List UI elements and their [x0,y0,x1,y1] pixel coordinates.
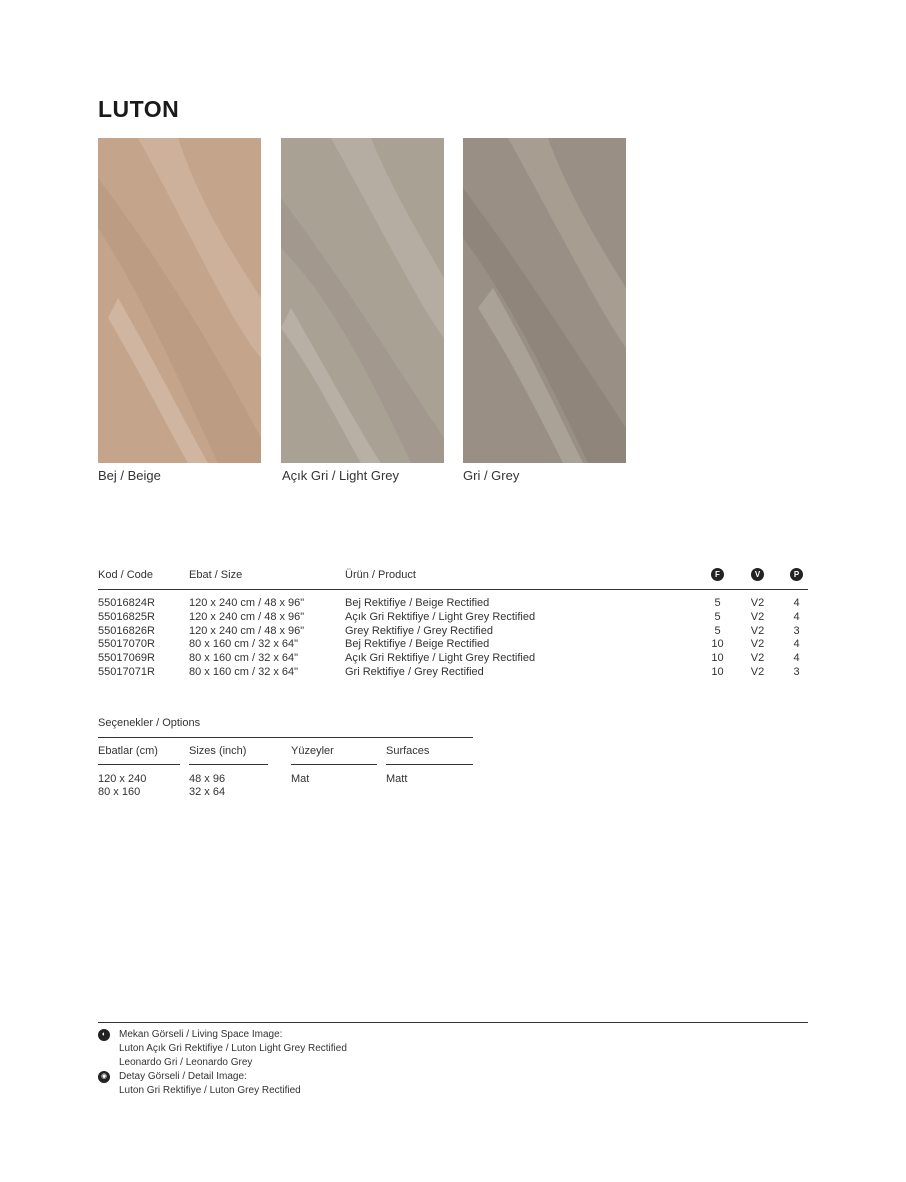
swatch-light-grey [281,138,444,463]
table-cell-size: 80 x 160 cm / 32 x 64" [189,666,299,678]
f-icon: F [711,568,724,581]
detail-image-line-1: Luton Gri Rektifiye / Luton Grey Rectified [119,1085,301,1096]
table-cell-f: 5 [714,610,721,623]
table-cell-code: 55016825R [98,610,155,623]
options-cell: 48 x 96 [189,773,226,785]
table-cell-size: 120 x 240 cm / 48 x 96" [189,624,305,637]
header-size: Ebat / Size [189,569,243,581]
table-cell-f: 10 [711,638,724,651]
light-grey-tile-image [281,138,444,463]
table-cell-code: 55017069R [98,652,155,665]
options-cell: Mat [291,773,310,785]
swatch-label-light-grey: Açık Gri / Light Grey [282,468,400,483]
options-header-inch: Sizes (inch) [189,745,247,757]
options-cell: 32 x 64 [189,786,226,798]
options-top-divider [98,737,473,738]
table-cell-v: V2 [750,624,765,637]
options-header-yuzeyler: Yüzeyler [291,745,334,757]
detail-image-label: Detay Görseli / Detail Image: [119,1071,247,1082]
table-cell-p: 3 [793,624,800,637]
table-cell-f: 10 [711,666,724,678]
options-divider-1 [98,764,180,765]
table-cell-f: 5 [714,597,721,609]
swatch-beige [98,138,261,463]
table-cell-code: 55016826R [98,624,155,637]
header-code: Kod / Code [98,569,154,581]
living-space-label: Mekan Görseli / Living Space Image: [119,1029,283,1040]
table-cell-p: 4 [793,652,800,665]
footer-divider [98,1022,808,1023]
living-space-line-1: Luton Açık Gri Rektifiye / Luton Light Grey Rectified [119,1043,347,1054]
table-cell-product: Açık Gri Rektifiye / Light Grey Rectified [345,652,536,665]
living-space-icon: ◐ [98,1029,110,1041]
table-cell-v: V2 [750,666,765,678]
table-cell-product: Açık Gri Rektifiye / Light Grey Rectified [345,610,536,623]
options-header-cm: Ebatlar (cm) [98,745,158,757]
table-cell-v: V2 [750,597,765,609]
options-cell: Matt [386,773,408,785]
beige-tile-image [98,138,261,463]
table-cell-f: 5 [714,624,721,637]
options-divider-2 [189,764,268,765]
detail-image-icon: ◉ [98,1071,110,1083]
living-space-line-2: Leonardo Gri / Leonardo Grey [119,1057,253,1068]
swatch-label-beige: Bej / Beige [98,468,161,483]
table-cell-v: V2 [750,638,765,651]
grey-tile-image [463,138,626,463]
table-cell-code: 55017070R [98,638,155,651]
table-cell-product: Gri Rektifiye / Grey Rectified [345,666,484,678]
options-divider-4 [386,764,473,765]
table-cell-v: V2 [750,652,765,665]
table-cell-product: Bej Rektifiye / Beige Rectified [345,638,490,651]
table-cell-v: V2 [750,610,765,623]
table-cell-code: 55016824R [98,597,155,609]
header-product: Ürün / Product [345,569,416,581]
swatch-grey [463,138,626,463]
table-cell-f: 10 [711,652,724,665]
table-cell-p: 4 [793,638,800,651]
options-cell: 120 x 240 [98,773,147,785]
table-cell-p: 3 [793,666,800,678]
page-title: LUTON [98,96,180,122]
table-cell-p: 4 [793,610,800,623]
options-header-surfaces: Surfaces [386,745,430,757]
table-cell-size: 80 x 160 cm / 32 x 64" [189,652,299,665]
table-divider [98,589,808,590]
v-icon: V [751,568,764,581]
swatch-label-grey: Gri / Grey [463,468,520,483]
table-cell-p: 4 [793,597,800,609]
table-cell-size: 120 x 240 cm / 48 x 96" [189,610,305,623]
table-cell-product: Grey Rektifiye / Grey Rectified [345,624,493,637]
table-cell-product: Bej Rektifiye / Beige Rectified [345,597,490,609]
p-icon: P [790,568,803,581]
options-divider-3 [291,764,377,765]
table-cell-code: 55017071R [98,666,155,678]
options-cell: 80 x 160 [98,786,141,798]
table-cell-size: 80 x 160 cm / 32 x 64" [189,638,299,651]
options-title: Seçenekler / Options [98,717,201,729]
table-cell-size: 120 x 240 cm / 48 x 96" [189,597,305,609]
